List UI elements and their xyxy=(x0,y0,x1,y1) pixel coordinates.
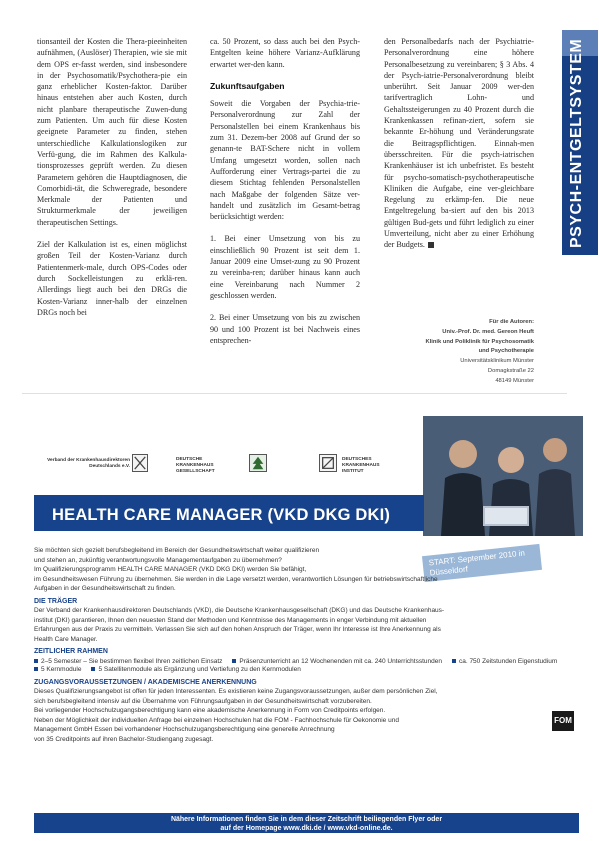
bullet-item: 5 Kernmodule xyxy=(34,666,81,675)
body-line: Dieses Qualifizierungsangebot ist offen für jeden Interessenten. Es existieren keine Zugangsvoraussetzungen, außer dem persönlichen Ziel, xyxy=(34,688,438,695)
ad-title: HEALTH CARE MANAGER (VKD DKG DKI) xyxy=(52,506,391,524)
dki-logo-icon xyxy=(319,454,337,472)
article-column-2 xyxy=(210,36,360,357)
bullet-list xyxy=(34,658,579,675)
body-line: Health Care Manager. xyxy=(34,635,98,643)
author-line: Univ.-Prof. Dr. med. Gereon Heuft xyxy=(442,328,534,335)
author-line: und Psychotherapie xyxy=(478,348,534,355)
bullet-icon xyxy=(34,659,38,663)
body-line: Neben der Möglichkeit der individuellen Anfrage bei einzelnen Hochschulen hat die FOM - Fachhochschule für Oekonomie und xyxy=(34,716,399,724)
intro-line: im Gesundheitswesen Führung zu übernehmen. Sie werden in die Lage versetzt werden, verantwortlich Lösungen für betriebswirtschaftliche xyxy=(34,575,438,583)
vkd-logo-icon xyxy=(132,454,148,472)
side-tab-label: PSYCH-ENTGELTSYSTEM xyxy=(568,38,585,248)
paragraph: ca. 50 Prozent, so dass auch bei den Psych-Entgelten keine höhere Varianz-Aufklärung erwartet wer-den kann. xyxy=(210,37,360,69)
bullet-icon xyxy=(452,659,456,663)
intro-line: Sie möchten sich gezielt berufsbegleitend im Bereich der Gesundheitswirtschaft weiter qualifizieren xyxy=(34,547,320,554)
logo-row xyxy=(22,394,422,494)
bullet-icon xyxy=(232,659,236,663)
intro-line: Aufgaben in der Gesundheitswirtschaft zu finden. xyxy=(34,585,176,592)
section-heading: Zukunftsaufgaben xyxy=(210,80,285,91)
body-line: sich berufsbegleitend intensiv auf die Übernahme von Führungsaufgaben in der Gesundheitswirtschaft vorzubereiten. xyxy=(34,697,372,705)
author-line: Klinik und Poliklinik für Psychosomatik xyxy=(425,338,534,345)
article-column-3 xyxy=(384,36,534,262)
body-line: Erfahrungen aus der Praxis zu vermitteln. Verlassen Sie sich auf den hohen Anspruch der Träger, wenn Ihr Interesse ist Ihre Anerkennung als xyxy=(34,626,441,633)
author-label: Für die Autoren: xyxy=(489,319,534,325)
advertisement xyxy=(22,393,572,841)
paragraph: Ziel der Kalkulation ist es, einen möglichst großen Teil der Kosten-Varianz durch Patientenmerk-male, durch OPS-Codes oder durch Sockelleistungen zu erklä-ren. Allerdings liegt auch bei den DRGs die Kosten-Varianz inner-halb der einzelnen DRGs noch bei xyxy=(37,240,187,317)
author-line: Universitätsklinikum Münster xyxy=(460,358,534,365)
bullet-item: 2–5 Semester – Sie bestimmen flexibel Ihren zeitlichen Einsatz xyxy=(34,658,222,667)
paragraph: tionsanteil der Kosten die Thera-pieeinheiten aufnähmen, (Auslöser) Therapien, wie sie mit dem OPS er-fasst werden, sind insbesondere in der Psychosomatik/Psychothera-pie ein ganz erheblicher Kosten-faktor. Darüber hinaus entstehen aber auch Kosten, durch nicht planbare therapeutische Zuwen-dung zum Patienten. Um auch für diese Kosten geeignete Parameter zu finden, stehen unterschiedliche Kalkulationslogiken zur Verfü-gung, die im Rahmen des Kalkula-tionsprozesses geprüft werden. Zu diesen Parametern gehören die Hauptdiagnosen, die Comorbidi-tät, die Schweregrade, besondere Merkmale der Patienten und Strukturmerkmale der jeweiligen therapeutischen Settings. xyxy=(37,37,187,227)
body-line: Der Verband der Krankenhausdirektoren Deutschlands (VKD), die Deutsche Krankenhausgesellschaft (DKG) und das Deutsche Krankenhaus- xyxy=(34,607,445,614)
body-line: von 35 Creditpoints auf ihren Bachelor-Studiengang zugesagt. xyxy=(34,735,214,743)
section-heading-zeit: ZEITLICHER RAHMEN xyxy=(34,648,108,655)
list-item: 2. Bei einer Umsetzung von bis zu zwischen 90 und 100 Prozent ist bei Nachweis eines entsprechen- xyxy=(210,313,360,345)
bullet-item: 5 Satellitenmodule als Ergänzung und Vertiefung zu den Kernmodulen xyxy=(91,666,300,675)
section-heading-traeger: DIE TRÄGER xyxy=(34,597,78,605)
dki-logo-text: DEUTSCHES KRANKENHAUS INSTITUT xyxy=(342,457,380,474)
bullet-item: Präsenzunterricht an 12 Wochenenden mit ca. 240 Unterrichtsstunden xyxy=(232,658,442,667)
section-heading-zugang: ZUGANGSVORAUSSETZUNGEN / AKADEMISCHE ANERKENNUNG xyxy=(34,678,257,686)
bullet-icon xyxy=(34,667,38,671)
paragraph: den Personalbedarfs nach der Psychiatrie-Personalverordnung eine höhere Personalbesetzung zu vereinbaren; § 3 Abs. 4 der Psych-iatrie-Personalverordnung bleibt unberührt. Seit Januar 2009 wer-den tarifvertraglich Lohn- und Gehaltssteigerungen zu 40 Prozent durch die Krankenkassen refinan-ziert, sofern sie bekannte Er-höhung und Veränderungsrate die Beitragspflichtigen. Einnah-men übersschreiten. Für die psych-iatrischen Krankenhäuser ist ich unbefristet. Es besteht für psycho-somatisch-psychotherapeutische Kliniken die Aufgabe, eine ver-gleichbare Regelung zu erkämp-fen. Die neue Entgeltregelung ba-siert auf den bis 2013 gültigen Bud-gets und führt lediglich zu einer Umverteilung, nicht aber zu einer Erhöhung der Budgets. xyxy=(384,37,534,250)
dkg-logo-icon xyxy=(249,454,267,472)
body-line: Management GmbH Essen bei vorhandener Hochschulzugangsberechtigung eine generelle Anrechnung xyxy=(34,726,335,733)
bullet-icon xyxy=(91,667,95,671)
end-mark-icon xyxy=(428,242,434,248)
author-line: 48149 Münster xyxy=(495,377,534,384)
footer-line: Nähere Informationen finden Sie in dem dieser Zeitschrift beiliegenden Flyer oder xyxy=(170,816,443,823)
business-people-photo xyxy=(423,416,583,536)
intro-line: Im Qualifizierungsprogramm HEALTH CARE MANAGER (VKD DKG DKI) werden Sie befähigt, xyxy=(34,566,307,573)
list-item: 1. Bei einer Umsetzung von bis zu einschließlich 90 Prozent ist seit dem 1. Januar 2009 eine Umset-zung zu 90 Prozent zu vereinba-ren; darüber hinaus kann auch eine Vereinbarung nach Nummer 2 geschlossen werden. xyxy=(210,234,360,300)
start-badge: START: September 2010 in Düsseldorf xyxy=(422,544,542,582)
ad-footer xyxy=(34,813,579,833)
intro-line: und stehen an, zukünftig verantwortungsvolle Managementaufgaben zu übernehmen? xyxy=(34,556,282,564)
bullet-item: ca. 750 Zeitstunden Eigenstudium xyxy=(452,658,557,667)
dkg-logo-text: DEUTSCHE KRANKENHAUS GESELLSCHAFT xyxy=(176,457,215,474)
paragraph: Soweit die Vorgaben der Psychia-trie-Personalverordnung zur Zahl der Personalstellen bei einem Krankenhaus bis zum 31. Dezem-ber 2008 auf Grund der so genann-te BAT-Schere nicht in vollem Umfang umgesetzt worden, sollen nach Aufforderung einer Vertrags-partei die zu diesem Stichtag fehlenden Personalstellen nach Maßgabe der folgenden Sätze ver-handelt und zusätzlich im Gesamt-betrag berücksichtigt werden: xyxy=(210,99,360,222)
footer-link-line[interactable]: auf der Homepage www.dki.de / www.vkd-online.de. xyxy=(220,825,393,832)
author-info xyxy=(384,318,534,387)
body-line: Bei vorliegender Hochschulzugangsberechtigung kann eine akademische Anerkennung in Form von Creditpoints erfolgen. xyxy=(34,707,386,714)
author-line: Domagkstraße 22 xyxy=(487,367,534,374)
article-column-1 xyxy=(37,36,187,329)
fom-logo: FOM xyxy=(552,711,574,731)
ad-body xyxy=(34,547,579,745)
body-line: institut (DKI) garantieren, Ihnen den neuesten Stand der Methoden und Kenntnisse des Managements in enger Verbindung mit aktuellen xyxy=(34,616,427,624)
vkd-logo-text: Verband der Krankenhausdirektoren Deutschlands e.V. xyxy=(47,458,130,469)
